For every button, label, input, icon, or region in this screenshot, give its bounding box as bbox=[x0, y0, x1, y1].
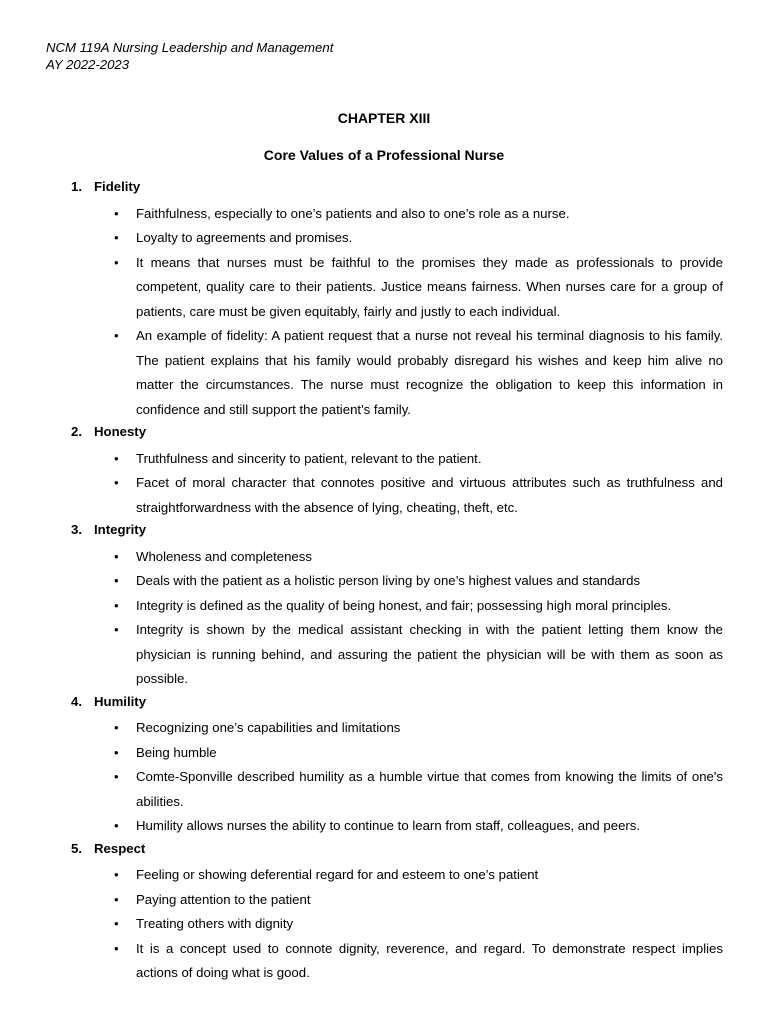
section-number: 1. bbox=[71, 179, 82, 194]
chapter-heading: CHAPTER XIII bbox=[337, 110, 431, 126]
section-title: Fidelity bbox=[94, 179, 141, 194]
list-item: • Being humble bbox=[136, 741, 723, 766]
page-title: Core Values of a Professional Nurse bbox=[263, 147, 505, 163]
list-item: • Deals with the patient as a holistic person living by one’s highest values and standards bbox=[136, 569, 723, 594]
list-item: • Recognizing one’s capabilities and limitations bbox=[136, 716, 723, 741]
section-honesty bbox=[0, 422, 768, 447]
section-number: 4. bbox=[71, 693, 82, 709]
list-item: • Facet of moral character that connotes positive and virtuous attributes such as truthfulness and straightforwardness with the absence of lying, cheating, theft, etc. bbox=[136, 471, 723, 520]
section-fidelity bbox=[0, 177, 768, 202]
section-title: Respect bbox=[94, 840, 146, 856]
list-item: • Integrity is defined as the quality of being honest, and fair; possessing high moral principles. bbox=[136, 594, 723, 619]
section-integrity bbox=[0, 520, 768, 545]
list-item: • It is a concept used to connote dignity, reverence, and regard. To demonstrate respect implies actions of doing what is good. bbox=[136, 937, 723, 986]
document-header bbox=[46, 39, 333, 73]
list-item: • Humility allows nurses the ability to continue to learn from staff, colleagues, and peers. bbox=[136, 814, 723, 839]
list-item: • Loyalty to agreements and promises. bbox=[136, 226, 723, 251]
values-list bbox=[0, 177, 768, 986]
course-title: NCM 119A Nursing Leadership and Management bbox=[46, 40, 334, 55]
academic-year: AY 2022-2023 bbox=[46, 57, 130, 72]
section-title: Honesty bbox=[94, 424, 147, 439]
list-item: • Truthfulness and sincerity to patient, relevant to the patient. bbox=[136, 447, 723, 472]
list-item: • Paying attention to the patient bbox=[136, 888, 723, 913]
section-number: 3. bbox=[71, 522, 82, 537]
section-number: 2. bbox=[71, 424, 82, 439]
list-item: • Integrity is shown by the medical assistant checking in with the patient letting them know the physician is running behind, and assuring the patient the physician will be with them as soon as possible. bbox=[136, 618, 723, 692]
section-humility bbox=[0, 692, 768, 717]
section-title: Humility bbox=[94, 693, 147, 709]
list-item: • Faithfulness, especially to one’s patients and also to one’s role as a nurse. bbox=[136, 202, 723, 227]
list-item: • Treating others with dignity bbox=[136, 912, 723, 937]
section-title: Integrity bbox=[94, 522, 147, 537]
list-item: • Wholeness and completeness bbox=[136, 545, 723, 570]
list-item: • An example of fidelity: A patient request that a nurse not reveal his terminal diagnosis to his family. The patient explains that his family would probably disregard his wishes and keep him alive no matter the circumstances. The nurse must recognize the obligation to keep this information in confidence and still support the patient's family. bbox=[136, 324, 723, 422]
section-respect bbox=[0, 839, 768, 864]
list-item: • Comte-Sponville described humility as a humble virtue that comes from knowing the limits of one's abilities. bbox=[136, 765, 723, 814]
list-item: • Feeling or showing deferential regard for and esteem to one’s patient bbox=[136, 863, 723, 888]
section-number: 5. bbox=[71, 840, 82, 856]
list-item: • It means that nurses must be faithful to the promises they made as professionals to provide competent, quality care to their patients. Justice means fairness. When nurses care for a group of patients, care must be given equitably, fairly and justly to each individual. bbox=[136, 251, 723, 325]
